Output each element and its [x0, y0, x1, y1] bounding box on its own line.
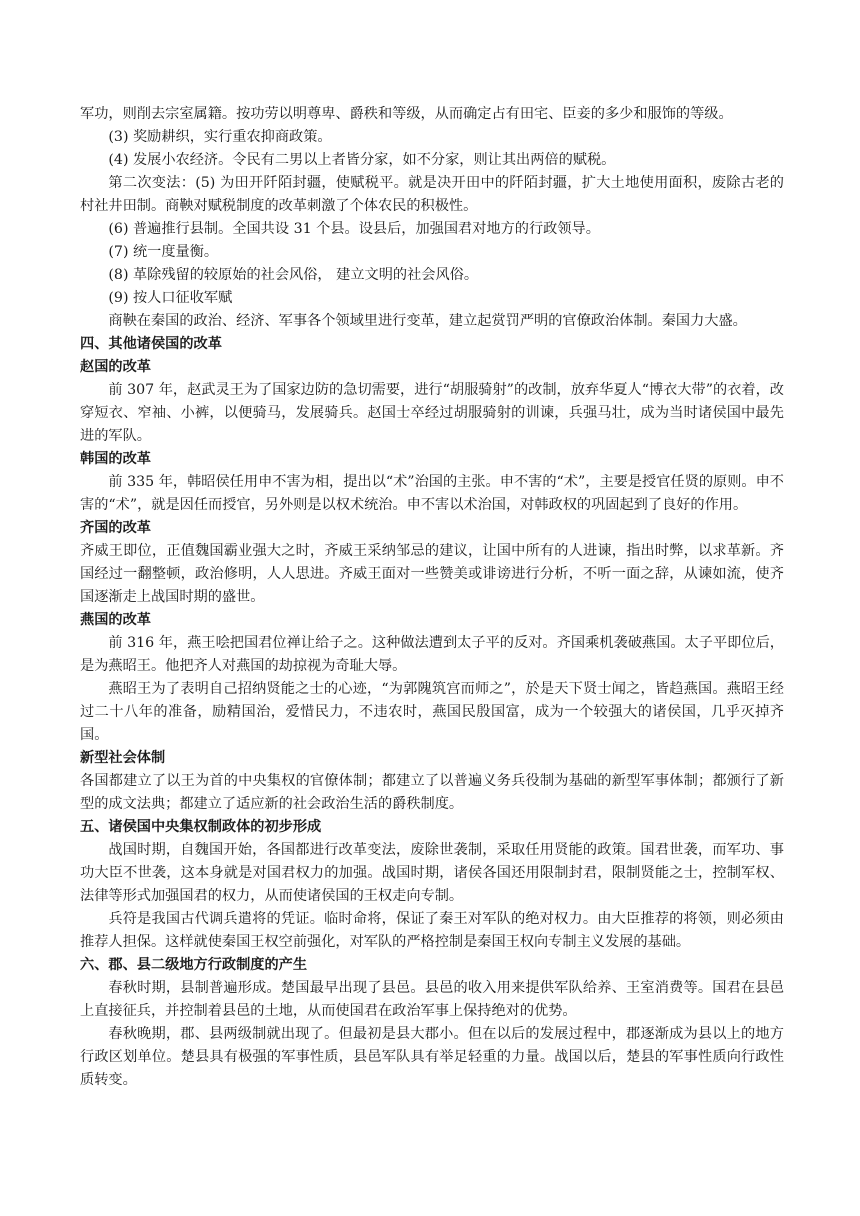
paragraph: 战国时期，自魏国开始，各国都进行改革变法，废除世袭制，采取任用贤能的政策。国君世袭，而军功、事功大臣不世袭，这本身就是对国君权力的加强。战国时期，诸侯各国还用限制封君，限制贤能之士，控制军权、法律等形式加强国君的权力，从而使诸侯国的王权走向专制。 [80, 842, 784, 904]
paragraph: 兵符是我国古代调兵遣将的凭证。临时命将，保证了秦王对军队的绝对权力。由大臣推荐的将领，则必须由推荐人担保。这样就使秦国王权空前强化，对军队的严格控制是秦国王权向专制主义发展的基础。 [80, 911, 784, 950]
subsection-heading: 韩国的改革 [80, 451, 151, 467]
paragraph: 春秋时期，县制普遍形成。楚国最早出现了县邑。县邑的收入用来提供军队给养、王室消费等。国君在县邑上直接征兵，并控制着县邑的土地，从而使国君在政治军事上保持绝对的优势。 [80, 980, 784, 1019]
paragraph: 前 316 年，燕王哙把国君位禅让给子之。这种做法遭到太子平的反对。齐国乘机袭破燕国。太子平即位后，是为燕昭王。他把齐人对燕国的劫掠视为奇耻大辱。 [80, 635, 784, 674]
list-item: (3) 奖励耕织，实行重农抑商政策。 [108, 129, 332, 145]
subsection-heading: 燕国的改革 [80, 612, 151, 628]
list-item: (9) 按人口征收军赋 [108, 290, 233, 306]
subsection-heading: 赵国的改革 [80, 359, 151, 375]
paragraph: 燕昭王为了表明自己招纳贤能之士的心迹，“为郭隗筑宫而师之”，於是天下贤士闻之，皆趋燕国。燕昭王经过二十八年的准备，励精国治，爱惜民力，不违农时，燕国民殷国富，成为一个较强大的诸侯国，几乎灭掉齐国。 [80, 681, 784, 743]
paragraph: 齐威王即位，正值魏国霸业强大之时，齐威王采纳邹忌的建议，让国中所有的人进谏，指出时弊，以求革新。齐国经过一翻整顿，政治修明，人人思进。齐威王面对一些赞美或诽谤进行分析，不听一面之辞，从谏如流，使齐国逐渐走上战国时期的盛世。 [80, 543, 784, 605]
list-item: (6) 普遍推行县制。全国共设 31 个县。设县后，加强国君对地方的行政领导。 [108, 221, 600, 237]
paragraph: 商鞅在秦国的政治、经济、军事各个领域里进行变革，建立起赏罚严明的官僚政治体制。秦国力大盛。 [108, 313, 747, 329]
paragraph: 各国都建立了以王为首的中央集权的官僚体制；都建立了以普遍义务兵役制为基础的新型军事体制；都颁行了新型的成文法典；都建立了适应新的社会政治生活的爵秩制度。 [80, 773, 784, 812]
section-heading: 六、郡、县二级地方行政制度的产生 [80, 957, 308, 973]
subsection-heading: 齐国的改革 [80, 520, 151, 536]
list-item: (8) 革除残留的较原始的社会风俗， 建立文明的社会风俗。 [108, 267, 479, 283]
paragraph: 春秋晚期，郡、县两级制就出现了。但最初是县大郡小。但在以后的发展过程中，郡逐渐成为县以上的地方行政区划单位。楚县具有极强的军事性质，县邑军队具有举足轻重的力量。战国以后，楚县的军事性质向行政性质转变。 [80, 1026, 784, 1088]
section-heading: 四、其他诸侯国的改革 [80, 336, 222, 352]
list-item: (4) 发展小农经济。令民有二男以上者皆分家，如不分家，则让其出两倍的赋税。 [108, 152, 616, 168]
paragraph: 前 335 年，韩昭侯任用申不害为相，提出以“术”治国的主张。申不害的“术”，主要是授官任贤的原则。申不害的“术”，就是因任而授官，另外则是以权术统治。申不害以术治国，对韩政权的巩固起到了良好的作用。 [80, 474, 784, 513]
list-item: (7) 统一度量衡。 [108, 244, 219, 260]
paragraph: 军功，则削去宗室属籍。按功劳以明尊卑、爵秩和等级，从而确定占有田宅、臣妾的多少和服饰的等级。 [80, 106, 733, 122]
paragraph: 第二次变法：(5) 为田开阡陌封疆，使赋税平。就是决开田中的阡陌封疆，扩大土地使用面积，废除古老的村社井田制。商鞅对赋税制度的改革刺激了个体农民的积极性。 [80, 175, 784, 214]
section-heading: 五、诸侯国中央集权制政体的初步形成 [80, 819, 322, 835]
subsection-heading: 新型社会体制 [80, 750, 166, 766]
paragraph: 前 307 年，赵武灵王为了国家边防的急切需要，进行“胡服骑射”的改制，放弃华夏人“博衣大带”的衣着，改穿短衣、窄袖、小裤，以便骑马，发展骑兵。赵国士卒经过胡服骑射的训谏，兵强马壮，成为当时诸侯国中最先进的军队。 [80, 382, 784, 444]
